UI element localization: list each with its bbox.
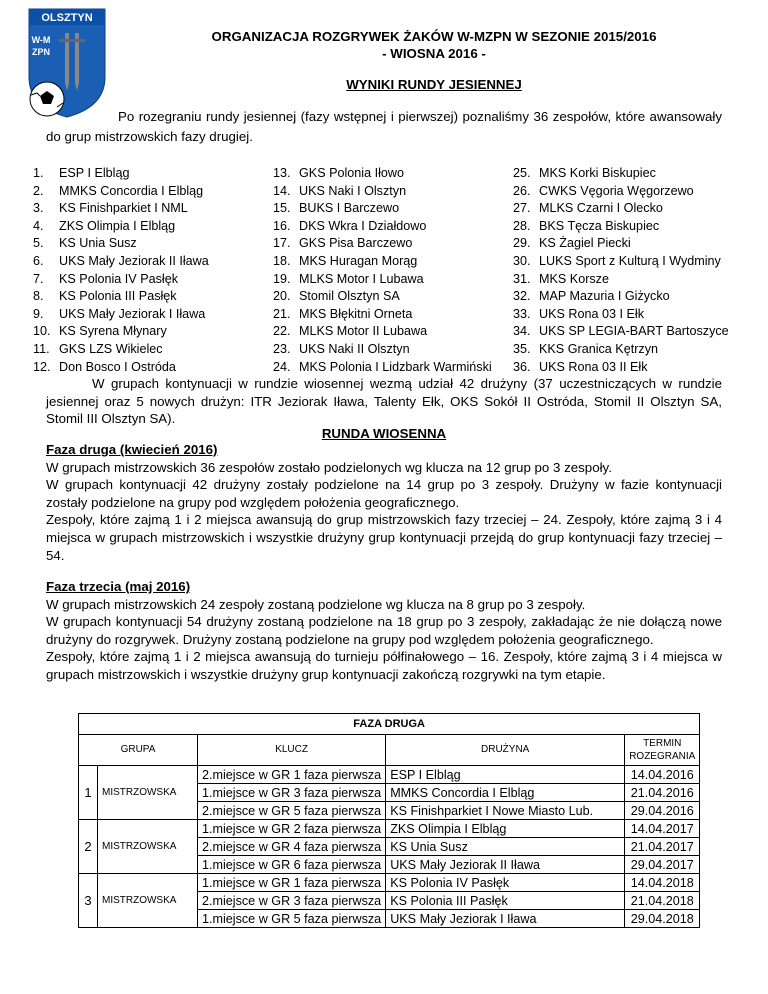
- phase-three-section: [46, 578, 722, 684]
- continuation-paragraph: W grupach kontynuacji w rundzie wiosennej wezmą udział 42 drużyny (37 uczestniczących w rundzie jesiennej oraz 5 nowych drużyn: ITR Jeziorak Iława, Talenty Ełk, OKS Sokół II Ostróda, Stomil II Olsztyn SA, Stomil III Olsztyn SA).: [46, 376, 722, 427]
- phase-two-line: W grupach kontynuacji 42 drużyny zostały podzielone na 14 grup po 3 zespoły. Drużyny w fazie kontynuacji zostały podzielone na grupy pod względem położenia geograficznego.: [46, 477, 722, 510]
- list-item: 15. BUKS I Barczewo: [273, 201, 400, 216]
- phase-two-title: Faza druga (kwiecień 2016): [46, 442, 218, 457]
- list-item: 14. UKS Naki I Olsztyn: [273, 183, 407, 198]
- list-item: 11. GKS LZS Wikielec: [33, 341, 163, 356]
- list-item: 27. MLKS Czarni I Olecko: [513, 201, 663, 216]
- list-item: 7. KS Polonia IV Pasłęk: [33, 271, 179, 286]
- list-item: 33. UKS Rona 03 I Ełk: [513, 306, 644, 321]
- list-item: 5. KS Unia Susz: [33, 236, 137, 251]
- results-heading: WYNIKI RUNDY JESIENNEJ: [346, 77, 522, 92]
- list-item: 19. MLKS Motor I Lubawa: [273, 271, 424, 286]
- header-termin: TERMIN ROZEGRANIA: [625, 735, 700, 766]
- logo-bottom-text: ZPN: [32, 47, 50, 57]
- wmzpn-logo: [27, 7, 107, 119]
- header-druzyna: DRUŻYNA: [386, 735, 625, 766]
- list-item: 36. UKS Rona 03 II Ełk: [513, 359, 648, 374]
- table-row: 1 MISTRZOWSKA 2.miejsce w GR 1 faza pierwsza ESP I Elbląg 14.04.2016: [79, 766, 700, 784]
- table-row: 1.miejsce w GR 3 faza pierwsza MMKS Concordia I Elbląg 21.04.2016: [79, 784, 700, 802]
- phase-two-section: [46, 441, 722, 564]
- list-item: 25. MKS Korki Biskupiec: [513, 166, 656, 180]
- table-row: 2.miejsce w GR 3 faza pierwsza KS Polonia III Pasłęk 21.04.2018: [79, 892, 700, 910]
- list-item: 6. UKS Mały Jeziorak II Iława: [33, 253, 209, 268]
- table-row: 2.miejsce w GR 4 faza pierwsza KS Unia Susz 21.04.2017: [79, 838, 700, 856]
- list-item: 28. BKS Tęcza Biskupiec: [513, 218, 660, 233]
- table-header-row: [79, 735, 700, 766]
- phase-three-line: Zespoły, które zajmą 1 i 2 miejsca awansują do turnieju półfinałowego – 16. Zespoły, które zajmą 3 i 4 miejsca w grupach mistrzowskich i wszystkie drużyny grup kontynuacji zakończą rozgrywki na tym etapie.: [46, 649, 722, 682]
- list-item: 12. Don Bosco I Ostróda: [33, 359, 176, 374]
- phase-two-table: [78, 713, 700, 928]
- spring-round-heading: RUNDA WIOSENNA: [321, 426, 447, 441]
- teams-column-3: [513, 165, 729, 376]
- list-item: 24. MKS Polonia I Lidzbark Warmiński: [273, 359, 492, 374]
- list-item: 29. KS Żagiel Piecki: [513, 236, 631, 251]
- list-item: 31. MKS Korsze: [513, 271, 609, 286]
- phase-three-line: W grupach mistrzowskich 24 zespoły zostaną podzielone wg klucza na 8 grup po 3 zespoły.: [46, 596, 586, 612]
- intro-paragraph: Po rozegraniu rundy jesiennej (fazy wstępnej i pierwszej) poznaliśmy 36 zespołów, które awansowały do grup mistrzowskich fazy drugiej.: [46, 109, 722, 144]
- list-item: 26. CWKS Vęgoria Węgorzewo: [513, 183, 694, 198]
- list-item: 32. MAP Mazuria I Giżycko: [513, 289, 670, 304]
- list-item: 8. KS Polonia III Pasłęk: [33, 289, 177, 304]
- list-item: 2. MMKS Concordia I Elbląg: [33, 183, 204, 198]
- list-item: 9. UKS Mały Jeziorak I Iława: [33, 306, 206, 321]
- phase-two-line: W grupach mistrzowskich 36 zespołów zostało podzielonych wg klucza na 12 grup po 3 zespoły.: [46, 459, 612, 475]
- list-item: 22. MLKS Motor II Lubawa: [273, 324, 428, 339]
- teams-column-1: [33, 165, 209, 376]
- list-item: 16. DKS Wkra I Działdowo: [273, 218, 427, 233]
- list-item: 4. ZKS Olimpia I Elbląg: [33, 218, 176, 233]
- list-item: 1. ESP I Elbląg: [33, 166, 130, 180]
- list-item: 30. LUKS Sport z Kulturą I Wydminy: [513, 253, 721, 268]
- list-item: 23. UKS Naki II Olsztyn: [273, 341, 410, 356]
- teams-column-2: [273, 165, 492, 376]
- table-row: 3 MISTRZOWSKA 1.miejsce w GR 1 faza pierwsza KS Polonia IV Pasłęk 14.04.2018: [79, 874, 700, 892]
- table-row: 2 MISTRZOWSKA 1.miejsce w GR 2 faza pierwsza ZKS Olimpia I Elbląg 14.04.2017: [79, 820, 700, 838]
- list-item: 34. UKS SP LEGIA-BART Bartoszyce: [513, 324, 729, 339]
- table-row: 2.miejsce w GR 5 faza pierwsza KS Finishparkiet I Nowe Miasto Lub. 29.04.2016: [79, 802, 700, 820]
- header-grupa: GRUPA: [79, 735, 198, 766]
- list-item: 35. KKS Granica Kętrzyn: [513, 341, 658, 356]
- phase-three-line: W grupach kontynuacji 54 drużyny zostaną podzielone na 18 grup po 3 zespoły, zakładając że nie dołączą nowe drużyny do rozgrywek. Drużyny zostaną podzielone na grupy pod względem położenia geograficznego.: [46, 614, 722, 647]
- table-row: 1.miejsce w GR 6 faza pierwsza UKS Mały Jeziorak II Iława 29.04.2017: [79, 856, 700, 874]
- phase-two-line: Zespoły, które zajmą 1 i 2 miejsca awansują do grup mistrzowskich fazy trzeciej – 24. Zespoły, które zajmą 3 i 4 miejsca w grupach mistrzowskich i wszystkie drużyny grup kontynuacji przejdą do grup kontynuacji fazy trzeciej – 54.: [46, 512, 722, 563]
- list-item: 3. KS Finishparkiet I NML: [33, 201, 188, 216]
- page-title: ORGANIZACJA ROZGRYWEK ŻAKÓW W-MZPN W SEZONIE 2015/2016: [211, 29, 657, 44]
- list-item: 10. KS Syrena Młynary: [33, 324, 167, 339]
- page-subtitle: - WIOSNA 2016 -: [382, 46, 486, 61]
- list-item: 21. MKS Błękitni Orneta: [273, 306, 413, 321]
- list-item: 20. Stomil Olsztyn SA: [273, 289, 400, 304]
- list-item: 18. MKS Huragan Morąg: [273, 253, 418, 268]
- logo-top-text: OLSZTYN: [41, 12, 93, 24]
- table-row: 1.miejsce w GR 5 faza pierwsza UKS Mały Jeziorak I Iława 29.04.2018: [79, 910, 700, 928]
- header-klucz: KLUCZ: [198, 735, 386, 766]
- phase-three-title: Faza trzecia (maj 2016): [46, 579, 191, 594]
- list-item: 17. GKS Pisa Barczewo: [273, 236, 413, 251]
- table-title: FAZA DRUGA: [79, 714, 700, 735]
- list-item: 13. GKS Polonia Iłowo: [273, 166, 405, 180]
- logo-middle-text: W-M: [31, 35, 51, 45]
